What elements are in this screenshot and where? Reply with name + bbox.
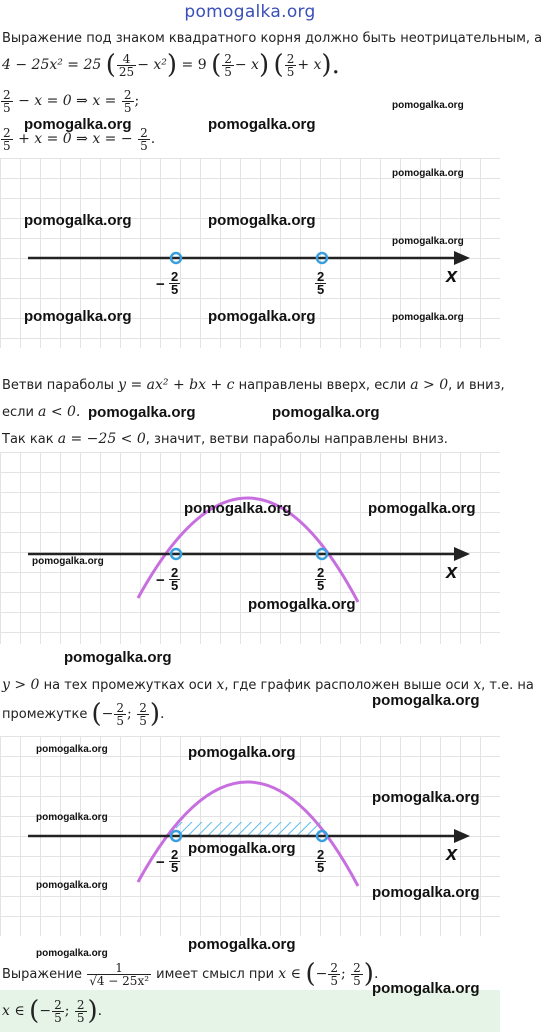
parabola-panel xyxy=(0,452,500,644)
watermark: pomogalka.org xyxy=(24,308,132,325)
axis-label: x xyxy=(446,561,458,583)
frac-num: 2 xyxy=(123,87,132,102)
frac-den: 5 xyxy=(317,282,325,297)
watermark: pomogalka.org xyxy=(36,948,108,959)
eq-term: − x xyxy=(234,57,259,73)
watermark: pomogalka.org xyxy=(272,404,380,421)
eq-text: − x = 0 ⇒ x = xyxy=(18,93,117,109)
watermark: pomogalka.org xyxy=(24,116,132,133)
fraction xyxy=(285,53,297,78)
watermark: pomogalka.org xyxy=(188,744,296,761)
left-root-sign: − xyxy=(156,572,165,589)
eq-mid: = 9 xyxy=(181,57,207,73)
frac-den: 5 xyxy=(330,973,338,988)
watermark: pomogalka.org xyxy=(184,500,292,517)
watermark: pomogalka.org xyxy=(392,236,464,247)
conclusion-line xyxy=(2,954,378,994)
axis-label: x xyxy=(446,265,458,287)
frac-den: 5 xyxy=(317,860,325,875)
watermark: pomogalka.org xyxy=(24,212,132,229)
frac-den: 5 xyxy=(224,64,232,79)
left-root-label xyxy=(169,849,180,874)
frac-num: 2 xyxy=(116,700,125,715)
fraction xyxy=(137,702,149,727)
paren: ) xyxy=(87,996,98,1026)
main-equation xyxy=(2,48,340,82)
watermark: pomogalka.org xyxy=(208,308,316,325)
watermark: pomogalka.org xyxy=(32,556,104,567)
axis-arrow-icon xyxy=(454,251,470,265)
paren: ) xyxy=(363,959,374,989)
paren: ) xyxy=(149,699,160,729)
frac-den: 5 xyxy=(3,138,11,153)
watermark: pomogalka.org xyxy=(36,880,108,891)
left-root-sign: − xyxy=(156,854,165,871)
paren: ( xyxy=(305,959,316,989)
watermark: pomogalka.org xyxy=(64,649,172,666)
text: Ветви параболы xyxy=(2,378,114,393)
frac-num: 1 xyxy=(87,962,151,975)
frac-den: 5 xyxy=(116,713,125,728)
root-equation-2: $\frac{2}{5}$ + x = 0 ⇒ x = − $\frac{2}{5}$ . xyxy=(3,125,156,153)
frac-num: 2 xyxy=(317,847,325,862)
fraction xyxy=(117,53,136,78)
frac-den: 25 xyxy=(118,64,135,79)
left-root-label xyxy=(169,567,180,592)
parabola-line-1 xyxy=(2,376,505,395)
left-root-label xyxy=(169,271,180,296)
math: x xyxy=(216,677,225,693)
parabola-svg xyxy=(0,452,500,644)
math: y > 0 xyxy=(2,677,40,693)
right-root-label xyxy=(315,849,326,874)
root-equation-1: $\frac{2}{5}$ − x = 0 ⇒ x = $\frac{2}{5}$ ; xyxy=(3,87,140,115)
text: Так как xyxy=(2,432,54,447)
right-root-label xyxy=(315,271,326,296)
frac-den: 5 xyxy=(171,282,179,297)
site-header[interactable]: pomogalka.org xyxy=(184,2,316,22)
text: , значит, ветви параболы направлены вниз. xyxy=(145,432,448,447)
frac-num: 2 xyxy=(317,269,325,284)
frac-num: 2 xyxy=(54,997,62,1012)
text: на тех промежутках оси xyxy=(43,678,213,693)
axis-arrow-icon xyxy=(454,829,470,843)
interval-line-2 xyxy=(2,694,164,734)
math: x xyxy=(473,677,482,693)
watermark: pomogalka.org xyxy=(392,312,464,323)
hatched-interval xyxy=(176,822,322,836)
eq-term: − x² xyxy=(137,57,167,73)
paren: ( xyxy=(105,50,116,80)
fraction xyxy=(52,999,64,1024)
frac-num: 2 xyxy=(171,565,179,580)
frac-num: 2 xyxy=(317,565,325,580)
interval-math: (− $\frac{2}{5}$ ; $\frac{2}{5}$ ). xyxy=(91,699,165,729)
text: имеет смысл при xyxy=(156,967,275,982)
frac-den: 5 xyxy=(139,713,147,728)
frac-den: 5 xyxy=(54,1010,62,1025)
frac-num: 2 xyxy=(76,997,85,1012)
frac-num: 2 xyxy=(224,51,232,66)
watermark: pomogalka.org xyxy=(372,884,480,901)
frac-num: 2 xyxy=(139,700,147,715)
paren: ( xyxy=(211,50,222,80)
text: , и вниз, xyxy=(448,378,505,393)
watermark: pomogalka.org xyxy=(368,500,476,517)
fraction xyxy=(1,89,13,114)
frac-den: 5 xyxy=(353,973,361,988)
fraction xyxy=(222,53,234,78)
watermark: pomogalka.org xyxy=(392,100,464,111)
intro-text: Выражение под знаком квадратного корня должно быть неотрицательным, а xyxy=(2,31,542,46)
math: x ∈ xyxy=(278,966,301,982)
eq-term: + x xyxy=(297,57,322,73)
text: если xyxy=(2,405,34,420)
text: , где график расположен выше оси xyxy=(224,678,470,693)
math: a > 0 xyxy=(410,377,449,393)
frac-den: 5 xyxy=(171,860,179,875)
watermark: pomogalka.org xyxy=(188,840,296,857)
fraction xyxy=(351,962,363,987)
text: , т.е. на xyxy=(481,678,534,693)
text: Выражение xyxy=(2,967,83,982)
frac-den: 5 xyxy=(140,138,148,153)
watermark: pomogalka.org xyxy=(392,168,464,179)
math: a < 0. xyxy=(38,404,81,420)
frac-num: 2 xyxy=(3,125,11,140)
frac-num: 2 xyxy=(3,87,11,102)
answer-math: x ∈ (− $\frac{2}{5}$ ; $\frac{2}{5}$ ). xyxy=(2,996,103,1026)
frac-num: 2 xyxy=(171,269,179,284)
frac-num: 2 xyxy=(353,960,361,975)
frac-den: 5 xyxy=(317,578,325,593)
frac-num: 2 xyxy=(171,847,179,862)
interval-svg xyxy=(0,736,500,936)
math: a = −25 < 0 xyxy=(57,431,146,447)
frac-num: 2 xyxy=(140,125,148,140)
left-root-sign: − xyxy=(156,276,165,293)
frac-num: 2 xyxy=(286,51,295,66)
paren: ( xyxy=(273,50,284,80)
watermark: pomogalka.org xyxy=(88,404,196,421)
frac-num: 2 xyxy=(330,960,338,975)
watermark: pomogalka.org xyxy=(208,116,316,133)
math: x ∈ xyxy=(2,1003,25,1019)
axis-label: x xyxy=(446,843,458,865)
eq-text: + x = 0 ⇒ x = − xyxy=(18,131,133,147)
watermark: pomogalka.org xyxy=(372,980,480,997)
watermark: pomogalka.org xyxy=(372,789,480,806)
watermark: pomogalka.org xyxy=(372,692,480,709)
conclusion-interval: x ∈ (− $\frac{2}{5}$ ; $\frac{2}{5}$ ). xyxy=(278,959,379,989)
paren: ( xyxy=(29,996,40,1026)
frac-den: 5 xyxy=(171,578,179,593)
axis-arrow-icon xyxy=(454,547,470,561)
frac-den: 5 xyxy=(286,64,295,79)
paren: ( xyxy=(91,699,102,729)
watermark: pomogalka.org xyxy=(248,596,356,613)
watermark: pomogalka.org xyxy=(36,744,108,755)
parabola-line-2 xyxy=(2,403,80,422)
fraction xyxy=(1,127,13,152)
fraction xyxy=(328,962,340,987)
interval-panel xyxy=(0,736,500,936)
fraction xyxy=(114,702,126,727)
watermark: pomogalka.org xyxy=(208,212,316,229)
paren: ). xyxy=(321,50,340,80)
right-root-label xyxy=(315,567,326,592)
math: y = ax² + bx + c xyxy=(118,377,235,393)
frac-den: 5 xyxy=(123,100,132,115)
text: направлены вверх, если xyxy=(238,378,407,393)
conclusion-fraction xyxy=(87,962,151,987)
frac-den: √4 − 25x² xyxy=(89,974,150,988)
fraction xyxy=(75,999,87,1024)
eq-lhs: 4 − 25x² = 25 xyxy=(2,57,102,73)
parabola-line-3 xyxy=(2,430,448,449)
fraction xyxy=(138,127,150,152)
frac-num: 4 xyxy=(117,53,136,66)
frac-den: 5 xyxy=(3,100,11,115)
text: промежутке xyxy=(2,707,88,722)
paren: ) xyxy=(258,50,270,80)
watermark: pomogalka.org xyxy=(36,812,108,823)
watermark: pomogalka.org xyxy=(188,936,296,953)
frac-den: 5 xyxy=(76,1010,85,1025)
paren: ) xyxy=(166,50,178,80)
fraction xyxy=(122,89,134,114)
